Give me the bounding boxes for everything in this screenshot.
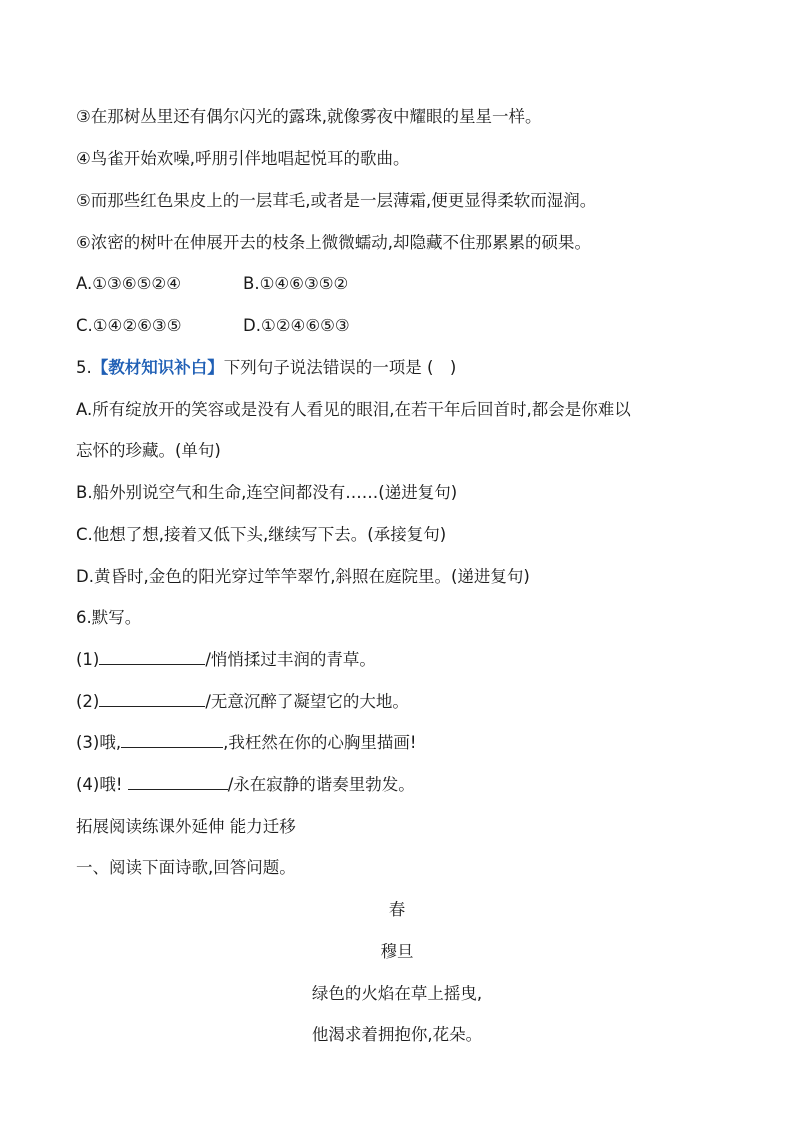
q6-line-4 — [76, 774, 415, 796]
q4-option-d: D.①②④⑥⑤③ — [243, 316, 350, 335]
sentence-item-3: ③在那树丛里还有偶尔闪光的露珠,就像雾夜中耀眼的星星一样。 — [76, 107, 542, 126]
q5-question: 下列句子说法错误的一项是 ( ) — [223, 358, 457, 377]
q6-line-2 — [76, 691, 409, 713]
sentence-item-4: ④鸟雀开始欢噪,呼朋引伴地唱起悦耳的歌曲。 — [76, 149, 410, 168]
q6-line-4-suffix: /永在寂静的谐奏里勃发。 — [227, 775, 415, 794]
q5-tag: 【教材知识补白】 — [91, 358, 224, 377]
poem-author: 穆旦 — [380, 942, 414, 961]
poem-title: 春 — [388, 900, 406, 919]
q5-option-b: B.船外别说空气和生命,连空间都没有……(递进复句) — [76, 483, 458, 502]
q5-option-a-line1: A.所有绽放开的笑容或是没有人看见的眼泪,在若干年后回首时,都会是你难以 — [76, 400, 631, 419]
q6-line-1-suffix: /悄悄揉过丰润的青草。 — [205, 650, 376, 669]
q6-line-1 — [76, 649, 376, 671]
q6-blank-2[interactable] — [99, 691, 205, 707]
q6-line-3 — [76, 732, 416, 754]
q6-line-3-suffix: ,我枉然在你的心胸里描画! — [223, 733, 417, 752]
q6-blank-3[interactable] — [121, 732, 223, 748]
q4-option-b: B.①④⑥③⑤② — [243, 274, 349, 293]
poem-line-2: 他渴求着拥抱你,花朵。 — [311, 1025, 483, 1044]
q5-option-d: D.黄昏时,金色的阳光穿过竿竿翠竹,斜照在庭院里。(递进复句) — [76, 567, 530, 586]
q5-option-c: C.他想了想,接着又低下头,继续写下去。(承接复句) — [76, 525, 447, 544]
q6-line-1-prefix: (1) — [76, 650, 100, 669]
q4-options-row-1 — [76, 273, 181, 295]
q4-option-c: C.①④②⑥③⑤ — [76, 316, 182, 335]
q6-title: 6.默写。 — [76, 608, 142, 627]
q6-blank-1[interactable] — [99, 649, 205, 665]
poem-line-1: 绿色的火焰在草上摇曳, — [311, 984, 483, 1003]
q6-line-2-suffix: /无意沉醉了凝望它的大地。 — [205, 692, 409, 711]
sentence-item-6: ⑥浓密的树叶在伸展开去的枝条上微微蠕动,却隐藏不住那累累的硕果。 — [76, 233, 592, 252]
sentence-item-5: ⑤而那些红色果皮上的一层茸毛,或者是一层薄霜,便更显得柔软而湿润。 — [76, 191, 597, 210]
q6-blank-4[interactable] — [128, 774, 228, 790]
q5-stem — [76, 357, 456, 379]
q5-option-a-line2: 忘怀的珍藏。(单句) — [76, 441, 221, 460]
q5-number: 5. — [76, 358, 92, 377]
q4-option-a: A.①③⑥⑤②④ — [76, 274, 181, 293]
section-title: 拓展阅读练课外延伸 能力迁移 — [76, 817, 296, 836]
part-1-title: 一、阅读下面诗歌,回答问题。 — [76, 858, 296, 877]
q6-line-2-prefix: (2) — [76, 692, 100, 711]
q6-line-4-prefix: (4)哦! — [76, 775, 128, 794]
q6-line-3-prefix: (3)哦, — [76, 733, 122, 752]
